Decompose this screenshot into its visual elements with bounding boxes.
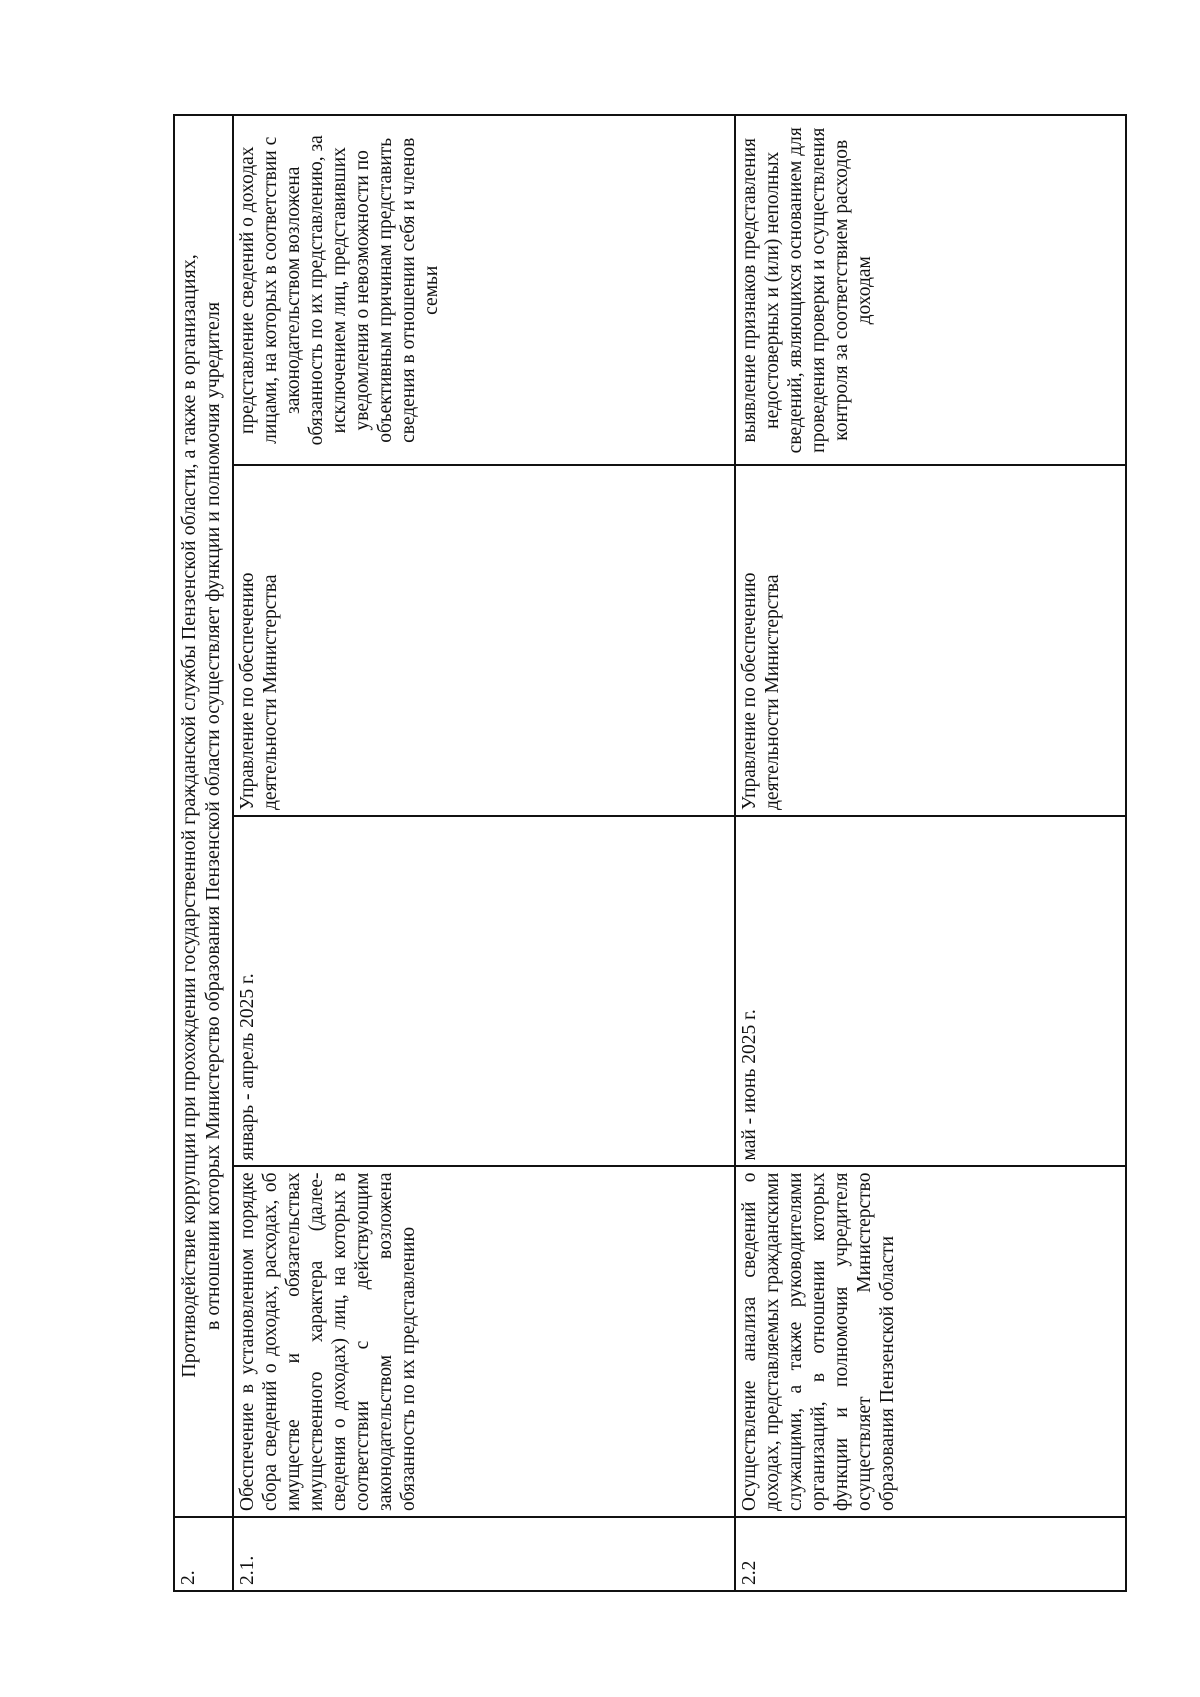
row-result: выявление признаков представления недостоверных и (или) неполных сведений, являющихся основанием для проведения проверки и осуществления контроля за соответствием расходов доходам — [735, 115, 1126, 466]
section-number: 2. — [174, 1517, 233, 1591]
table-row — [233, 115, 735, 1591]
table-row — [735, 115, 1126, 1591]
row-description: Обеспечение в установленном порядке сбора сведений о доходах, расходах, об имуществе и обязательствах имущественного характера (далее-сведения о доходах) лиц, на которых в соответствии с действующим законодательством возложена обязанность по их представлению — [233, 1167, 735, 1518]
section-title-line-1: Противодействие коррупции при прохождении государственной гражданской службы Пензенской области, а также в организациях, — [178, 254, 200, 1378]
measures-table — [173, 114, 1127, 1592]
section-header-row — [174, 115, 233, 1591]
row-result: представление сведений о доходах лицами, на которых в соответствии с законодательством возложена обязанность по их представлению, за исключением лиц, представивших уведомления о невозможности по объективным причинам представить сведения в отношении себя и членов семьи — [233, 115, 735, 466]
rotated-page-content — [173, 114, 1107, 1592]
row-number: 2.2 — [735, 1517, 1126, 1591]
section-title — [174, 115, 233, 1517]
row-responsible: Управление по обеспечению деятельности Министерства — [735, 466, 1126, 817]
row-term: январь - апрель 2025 г. — [233, 816, 735, 1167]
section-title-line-2: в отношении которых Министерство образования Пензенской области осуществляет функции и полномочия учредителя — [202, 301, 224, 1331]
row-number: 2.1. — [233, 1517, 735, 1591]
row-term: май - июнь 2025 г. — [735, 816, 1126, 1167]
row-description: Осуществление анализа сведений о доходах, представляемых гражданскими служащими, а также руководителями организаций, в отношении которых функции и полномочия учредителя осуществляет Министерство образования Пензенской области — [735, 1167, 1126, 1518]
row-responsible: Управление по обеспечению деятельности Министерства — [233, 466, 735, 817]
